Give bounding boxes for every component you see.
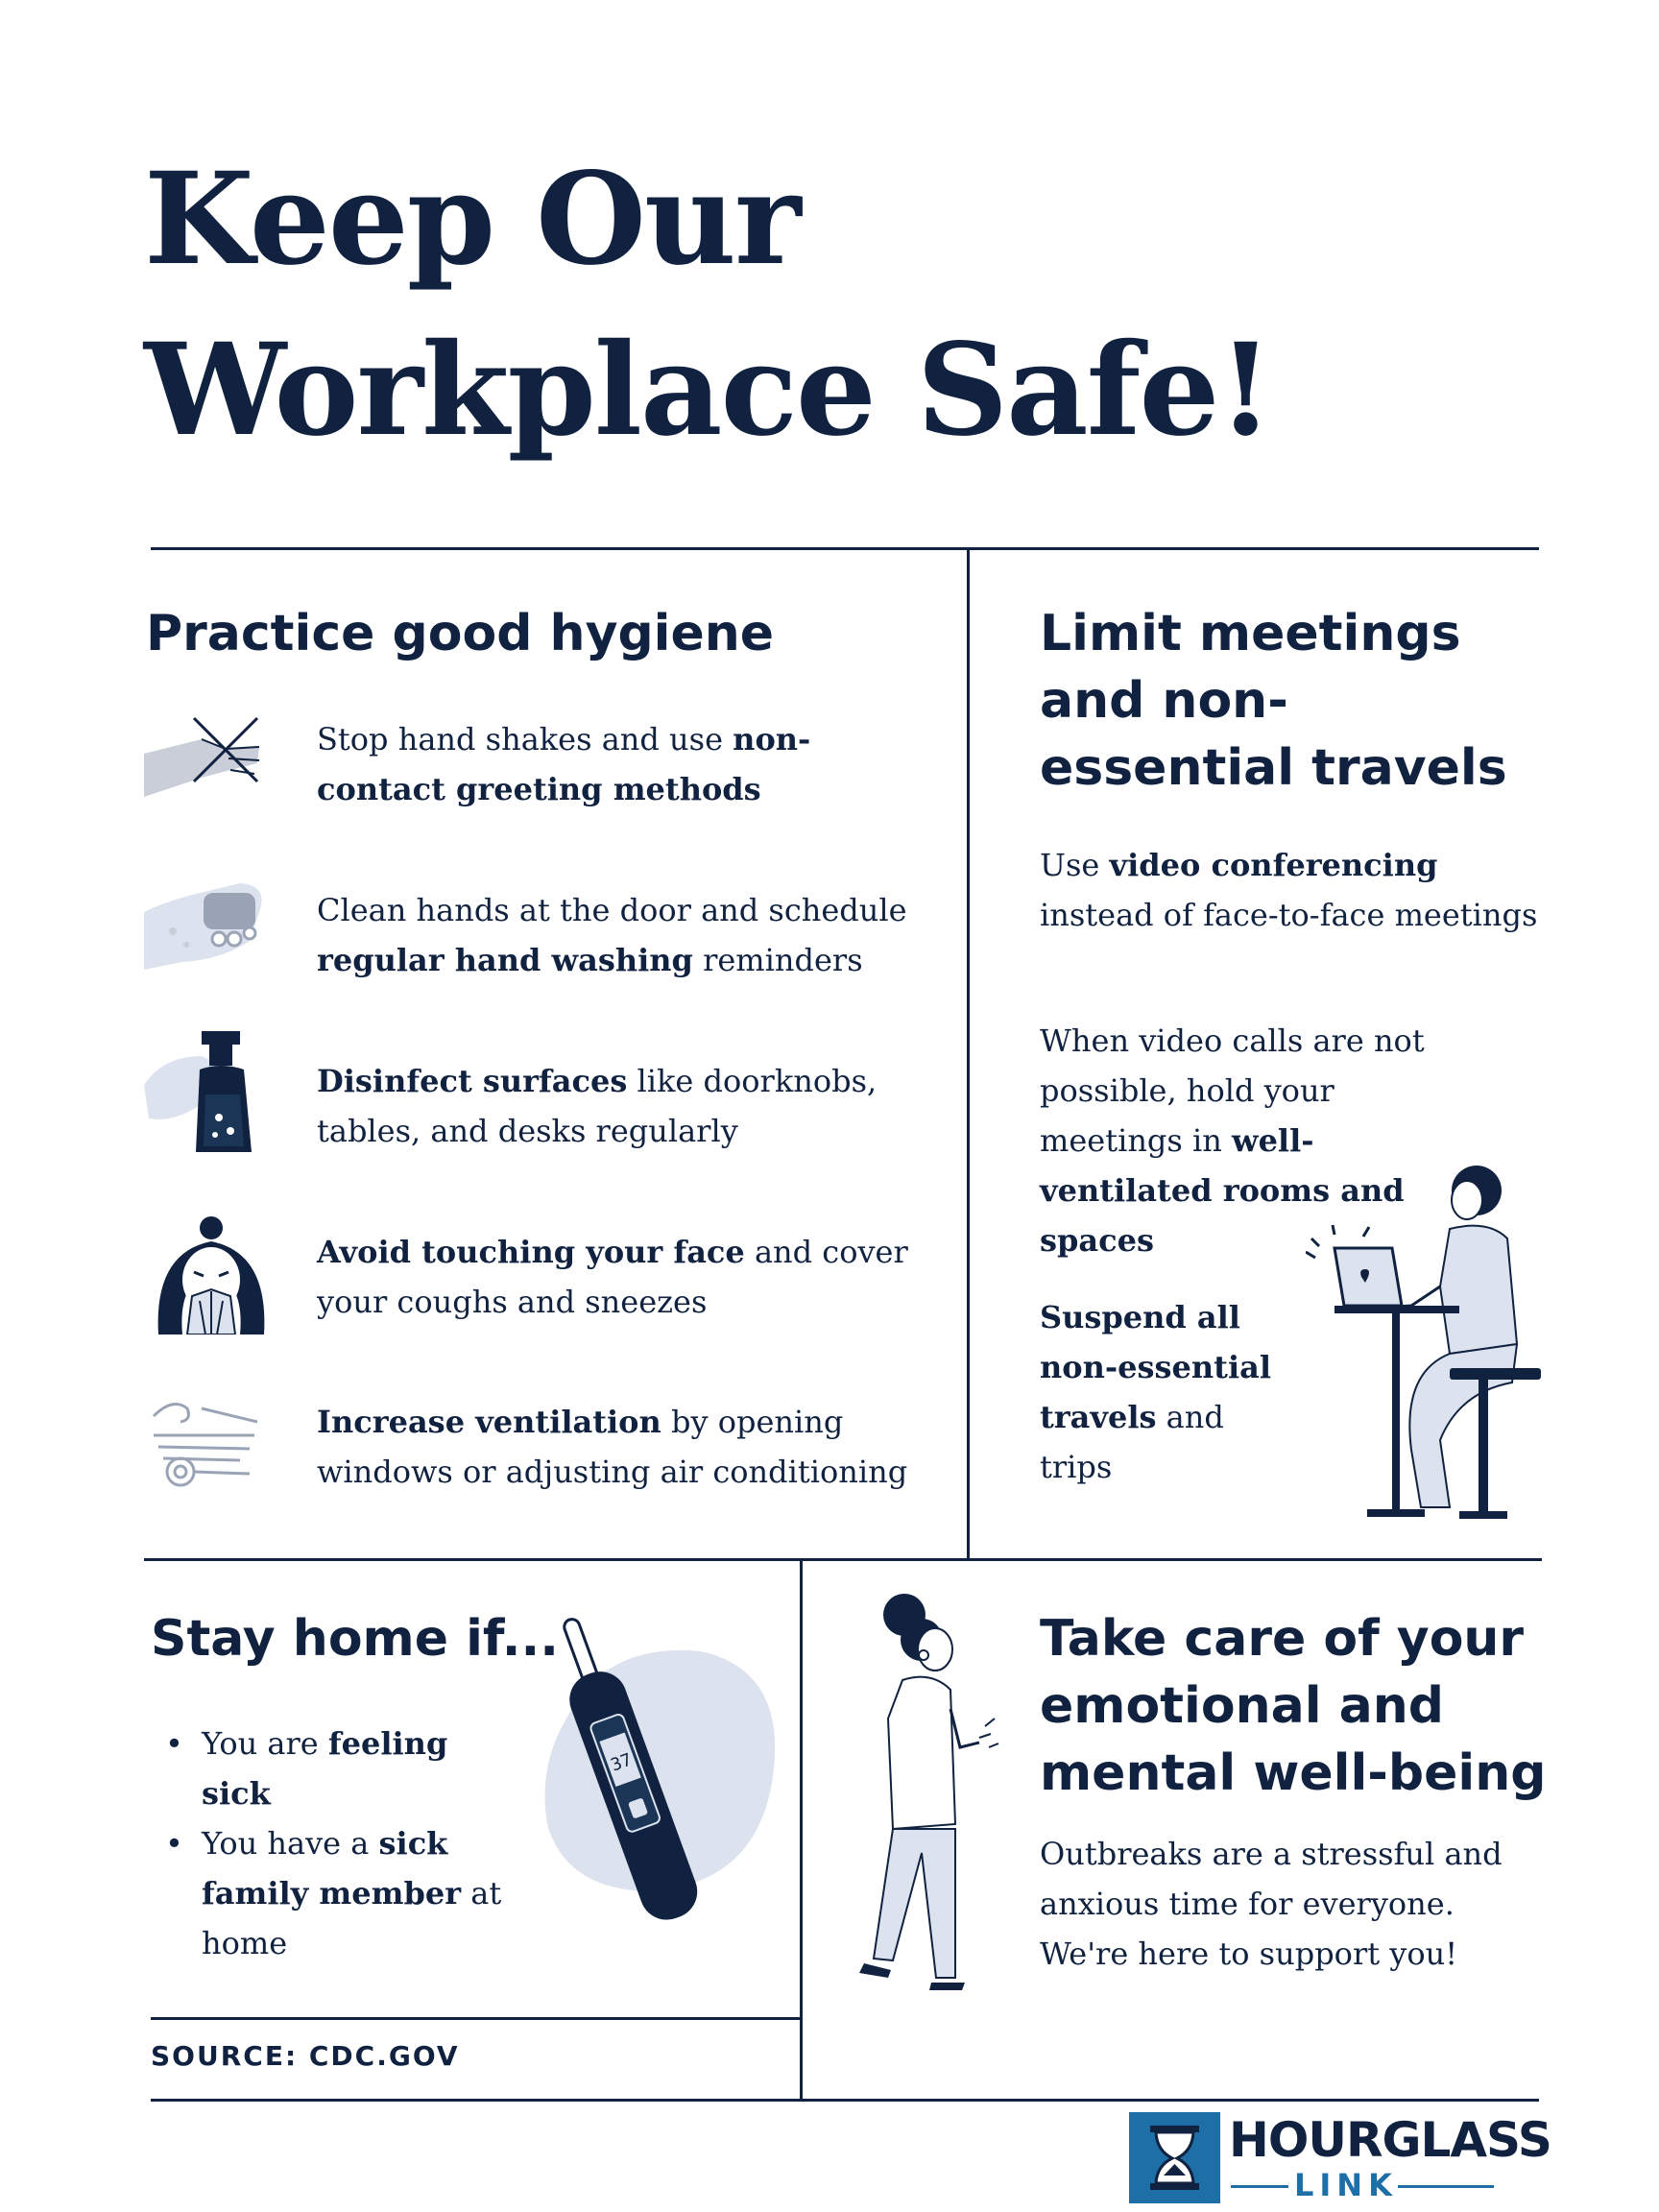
meetings-heading-line-3: essential travels [1040, 739, 1507, 797]
hygiene-item-4 [317, 1227, 931, 1327]
meetings-p1-post: instead of face-to-face meetings [1040, 897, 1538, 933]
meetings-heading-line-1: Limit meetings [1040, 605, 1461, 662]
meetings-p3-post: and trips [1040, 1399, 1224, 1485]
meetings-p2-bold: well-ventilated rooms and spaces [1040, 1122, 1405, 1259]
hygiene-item-2 [317, 885, 931, 985]
hygiene-item-2-text: Clean hands at the door and schedule [317, 892, 907, 928]
hygiene-heading: Practice good hygiene [146, 605, 775, 662]
wellbeing-heading [1040, 1605, 1546, 1807]
hygiene-item-3-bold: Disinfect surfaces [317, 1063, 628, 1099]
woman-laptop-illustration [1306, 1162, 1546, 1527]
soap-hands-icon [144, 874, 259, 989]
stayhome-b2-pre: You have a [202, 1825, 379, 1862]
logo-rule-left [1231, 2185, 1288, 2188]
thermometer-reading: 37 [608, 1749, 636, 1776]
hourglass-icon [1129, 2112, 1220, 2203]
meetings-heading-line-2: and non- [1040, 672, 1288, 730]
logo-rule-right [1398, 2185, 1494, 2188]
hygiene-item-4-bold: Avoid touching your face [317, 1234, 745, 1270]
spray-bottle-icon [144, 1027, 259, 1142]
stayhome-b1-pre: You are [202, 1725, 328, 1762]
meetings-p2-pre: When video calls are not possible, hold your meetings in [1040, 1022, 1425, 1159]
wellbeing-text: Outbreaks are a stressful and anxious time for everyone. We're here to support you! [1040, 1836, 1503, 1972]
hygiene-item-2-post: reminders [692, 942, 863, 978]
hygiene-item-1-bold: non-contact greeting methods [317, 721, 811, 807]
thermometer-icon [528, 1603, 787, 1930]
wellbeing-heading-line-2: emotional and [1040, 1677, 1444, 1735]
divider-middle [144, 1558, 1542, 1561]
wellbeing-heading-line-3: mental well-being [1040, 1744, 1547, 1802]
meetings-heading [1040, 600, 1507, 802]
stayhome-heading: Stay home if... [151, 1610, 559, 1668]
logo-text-top: HOURGLASS [1229, 2112, 1551, 2168]
meetings-p1-pre: Use [1040, 847, 1110, 883]
stayhome-bullet-1 [165, 1719, 511, 1818]
no-handshake-icon [144, 710, 259, 826]
wind-icon [144, 1387, 259, 1503]
hygiene-item-3-text: like doorknobs, tables, and desks regularly [317, 1063, 878, 1149]
divider-vertical-top [967, 547, 970, 1560]
meetings-p3-bold: Suspend all non-essential travels [1040, 1299, 1271, 1435]
hygiene-item-1 [317, 714, 931, 814]
stayhome-b2-post: at home [202, 1875, 502, 1961]
woman-phone-illustration [845, 1594, 1018, 2016]
page-title [144, 134, 1271, 476]
title-line-1: Keep Our [144, 145, 800, 294]
sneeze-icon [144, 1214, 259, 1330]
hygiene-item-5-text: by opening windows or adjusting air conditioning [317, 1404, 908, 1490]
source-citation: SOURCE: CDC.GOV [151, 2040, 460, 2072]
hygiene-item-3 [317, 1056, 931, 1156]
divider-bottom [151, 2099, 1539, 2102]
divider-top [151, 547, 1539, 550]
hygiene-item-1-text: Stop hand shakes and use [317, 721, 733, 757]
stayhome-bullet-2 [165, 1818, 511, 1968]
hourglass-logo [1129, 2112, 1551, 2203]
hygiene-item-5 [317, 1397, 931, 1497]
stayhome-b1-bold: feeling sick [202, 1725, 448, 1812]
meetings-p1-bold: video conferencing [1109, 847, 1438, 883]
logo-text-bottom: LINK [1294, 2167, 1398, 2203]
stayhome-list [165, 1719, 511, 1968]
meetings-paragraph-3 [1040, 1292, 1280, 1492]
hygiene-item-4-text: and cover your coughs and sneezes [317, 1234, 908, 1320]
hygiene-item-5-bold: Increase ventilation [317, 1404, 661, 1440]
divider-source [151, 2017, 801, 2020]
title-line-2: Workplace Safe! [144, 316, 1272, 465]
hygiene-item-2-bold: regular hand washing [317, 942, 693, 978]
wellbeing-heading-line-1: Take care of your [1040, 1610, 1525, 1668]
stayhome-b2-bold: sick family member [202, 1825, 462, 1911]
meetings-paragraph-1 [1040, 840, 1539, 940]
